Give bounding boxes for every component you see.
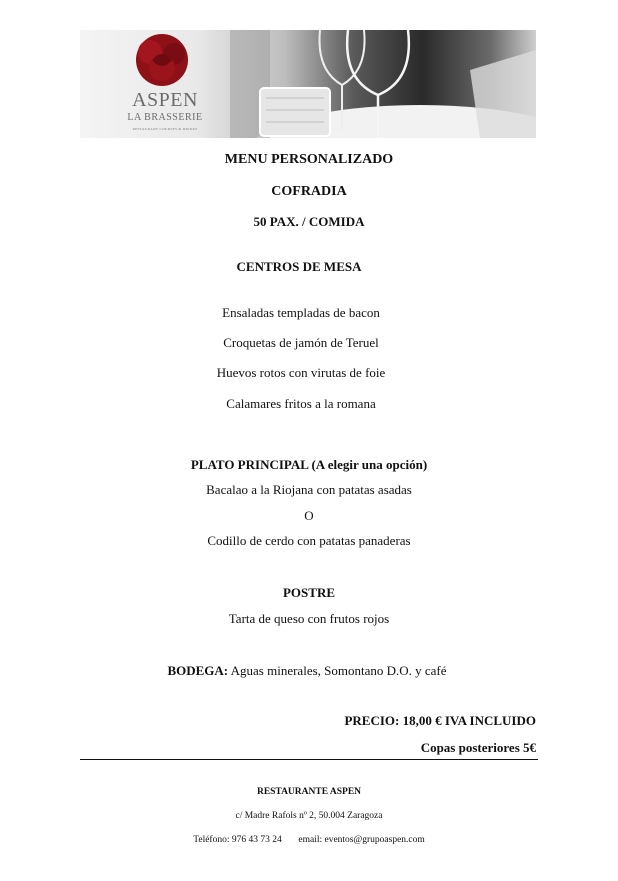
centerpiece-item: Huevos rotos con virutas de foie: [216, 365, 386, 380]
price-extra: Copas posteriores 5€: [420, 740, 536, 755]
footer-divider: [80, 759, 538, 760]
cellar-line: [0, 663, 616, 679]
event-name: COFRADIA: [271, 184, 347, 199]
brand-name: ASPEN: [132, 89, 198, 111]
main-course-option: Codillo de cerdo con patatas panaderas: [207, 533, 411, 548]
centerpieces-heading: CENTROS DE MESA: [236, 259, 362, 274]
brand-subtitle: LA BRASSERIE: [127, 112, 203, 123]
napkin: [470, 50, 536, 138]
centerpiece-item: Croquetas de jamón de Teruel: [223, 335, 379, 350]
menu-title: MENU PERSONALIZADO: [224, 152, 394, 167]
centerpiece-item: Ensaladas templadas de bacon: [222, 305, 380, 320]
footer-email: email: eventos@grupoaspen.com: [298, 835, 425, 845]
dessert-item: Tarta de queso con frutos rojos: [228, 611, 390, 626]
footer-restaurant-name: RESTAURANTE ASPEN: [256, 787, 362, 797]
cellar-text: Aguas minerales, Somontano D.O. y café: [228, 663, 447, 678]
price: PRECIO: 18,00 € IVA INCLUIDO: [344, 713, 536, 728]
main-course-option: Bacalao a la Riojana con patatas asadas: [206, 482, 412, 497]
dessert-heading: POSTRE: [282, 585, 335, 600]
tumbler-glass: [260, 88, 330, 136]
footer-contact: [0, 834, 618, 846]
main-course-separator: O: [304, 508, 314, 523]
header-banner: [80, 30, 536, 138]
footer-phone: Teléfono: 976 43 73 24: [193, 835, 282, 845]
footer-address: c/ Madre Rafols nº 2, 50.004 Zaragoza: [235, 811, 383, 821]
main-course-heading: PLATO PRINCIPAL (A elegir una opción): [190, 457, 428, 472]
brand-tagline: RESTAURANT COURSES & DRINKS: [132, 127, 198, 131]
guests-info: 50 PAX. / COMIDA: [253, 214, 365, 229]
centerpiece-item: Calamares fritos a la romana: [226, 396, 376, 411]
rose-logo-icon: [136, 34, 188, 86]
cellar-label: BODEGA:: [167, 663, 229, 678]
